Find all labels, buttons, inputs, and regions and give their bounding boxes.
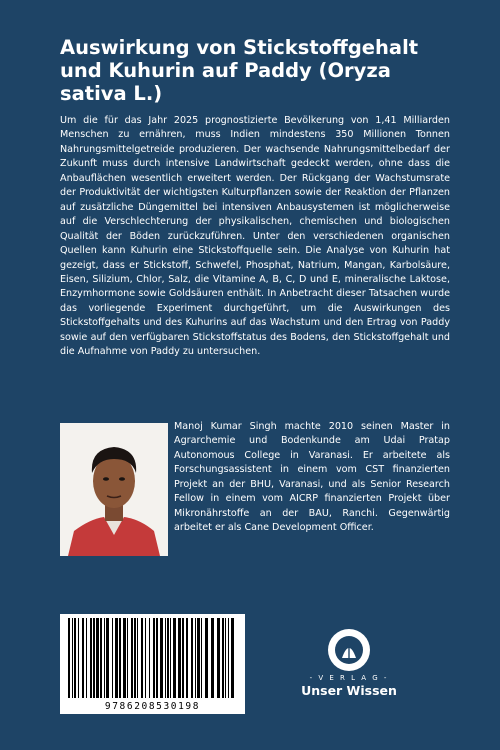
isbn-barcode [60,614,245,714]
author-photo [60,423,168,556]
book-description: Um die für das Jahr 2025 prognostizierte Bevölkerung von 1,41 Milliarden Menschen zu ernähren, muss Indien mindestens 350 Millionen Tonnen Nahrungsmittelgetreide produzieren. Der wachsende Nahrungsmittelbedarf der Zukunft muss durch intensive Landwirtschaft gedeckt werden, ohne dass die Anbauflächen wesentlich erweitert werden. Der Rückgang der Wachstumsrate der Produktivität der wichtigsten Kulturpflanzen sowie der Reaktion der Pflanzen auf zusätzliche Düngemittel bei intensiven Anbausystemen ist möglicherweise auf die Verschlechterung der physikalischen, chemischen und biologischen Qualität der Böden zurückzuführen. Unter den verschiedenen organischen Quellen kann Kuhurin eine Stickstoffquelle sein. Die Analyse von Kuhurin hat gezeigt, dass er Stickstoff, Schwefel, Phosphat, Natrium, Mangan, Karbolsäure, Eisen, Silizium, Chlor, Salz, die Vitamine A, B, C, D und E, mineralische Laktose, Enzymhormone sowie Goldsäuren enthält. In Anbetracht dieser Tatsachen wurde das vorliegende Experiment durchgeführt, um die Auswirkungen des Stickstoffgehalts und des Kuhurins auf das Wachstum und den Ertrag von Paddy sowie auf den verfügbaren Stickstoffstatus des Bodens, den Stickstoffgehalt und die Aufnahme von Paddy zu untersuchen. [60,115,450,358]
book-title: Auswirkung von Stickstoffgehalt und Kuhurin auf Paddy (Oryza sativa L.) [60,36,419,105]
isbn-digits: 9786208530198 [104,701,201,712]
publisher-verlag-label: - V E R L A G - [309,674,389,682]
publisher-name: Unser Wissen [301,683,397,698]
publisher-logo [294,628,404,708]
barcode-bars [68,618,237,698]
author-bio: Manoj Kumar Singh machte 2010 seinen Master in Agrarchemie und Bodenkunde am Udai Pratap Autonomous College in Varanasi. Er arbeitete als Forschungsassistent in einem vom CST finanzierten Projekt an der BHU, Varanasi, und als Senior Research Fellow in einem vom AICRP finanzierten Projekt über Mikronährstoffe an der BAU, Ranchi. Gegenwärtig arbeitet er als Cane Development Officer. [174,421,450,534]
author-portrait-image [60,423,168,556]
publisher-seal-icon [327,628,371,672]
